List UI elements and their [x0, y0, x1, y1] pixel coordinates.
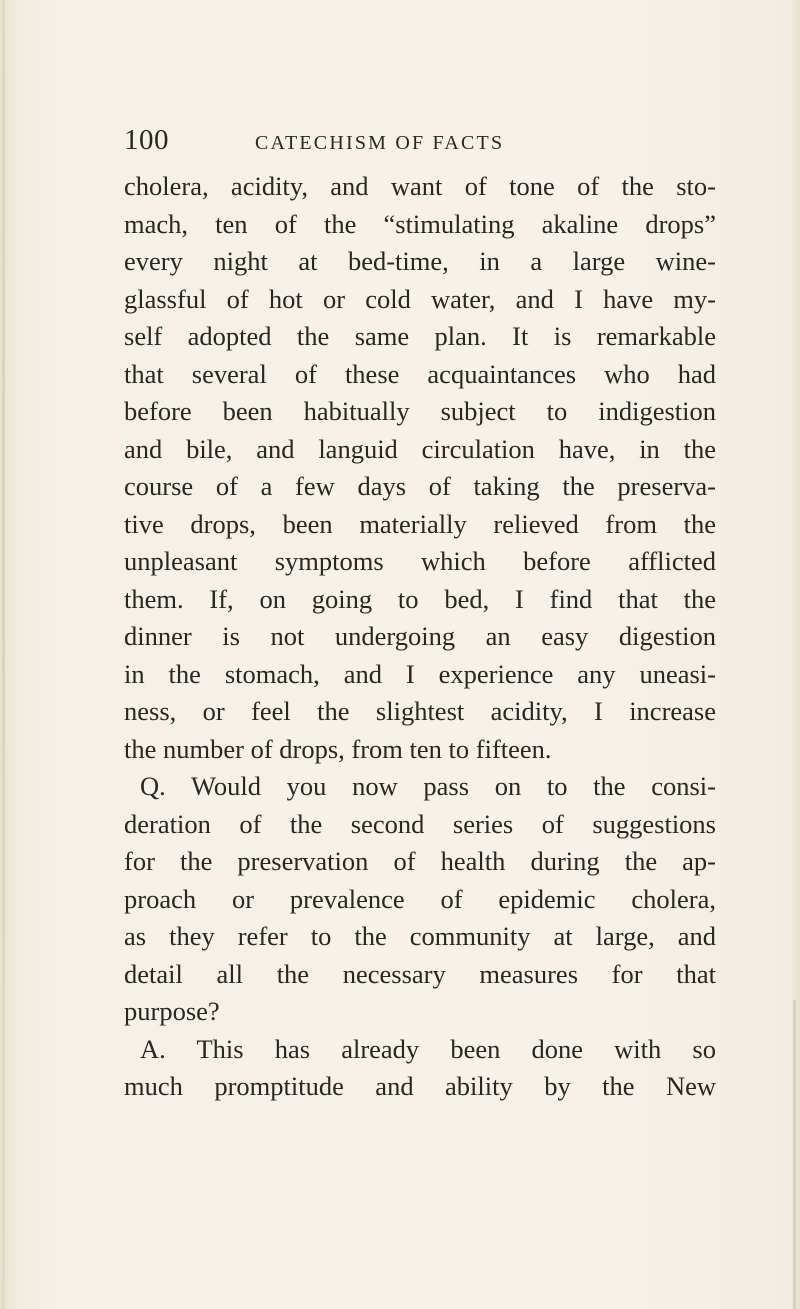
- answer-line: A. This has already been done with so: [140, 1033, 716, 1064]
- page-header: [124, 124, 704, 164]
- text-line: for the preservation of health during the ap-: [124, 846, 716, 876]
- text-line: unpleasant symptoms which before afflicted: [124, 546, 716, 576]
- page-number: 100: [124, 124, 169, 156]
- text-line: as they refer to the community at large, and: [124, 921, 716, 951]
- text-line: before been habitually subject to indigestion: [124, 396, 716, 426]
- text-line: detail all the necessary measures for that: [124, 958, 716, 989]
- text-line: dinner is not undergoing an easy digestion: [124, 621, 716, 651]
- question-line: Q. Would you now pass on to the consi-: [140, 771, 716, 801]
- text-line: course of a few days of taking the preserva-: [124, 471, 716, 501]
- page-gutter-shadow: [2, 0, 5, 1309]
- text-line: much promptitude and ability by the New: [124, 1071, 716, 1101]
- text-line: every night at bed-time, in a large wine-: [124, 246, 716, 276]
- text-line: tive drops, been materially relieved from the: [124, 508, 716, 539]
- running-title: CATECHISM OF FACTS: [255, 132, 505, 154]
- text-line: purpose?: [124, 996, 220, 1026]
- body-text: [124, 168, 716, 1106]
- text-line: glassful of hot or cold water, and I have my-: [124, 283, 716, 314]
- page-edge-shadow: [793, 1000, 796, 1309]
- text-line: deration of the second series of suggestions: [124, 808, 716, 839]
- text-line: that several of these acquaintances who had: [124, 358, 716, 389]
- text-line: self adopted the same plan. It is remarkable: [124, 321, 716, 351]
- text-line: the number of drops, from ten to fifteen.: [124, 733, 552, 764]
- text-line: mach, ten of the “stimulating akaline drops”: [124, 208, 716, 239]
- text-line: cholera, acidity, and want of tone of the sto-: [124, 171, 716, 201]
- text-line: them. If, on going to bed, I find that the: [124, 583, 716, 614]
- text-line: and bile, and languid circulation have, in the: [124, 433, 716, 464]
- text-line: in the stomach, and I experience any uneasi-: [124, 658, 716, 689]
- text-line: ness, or feel the slightest acidity, I increase: [124, 696, 716, 726]
- text-line: proach or prevalence of epidemic cholera,: [124, 883, 716, 914]
